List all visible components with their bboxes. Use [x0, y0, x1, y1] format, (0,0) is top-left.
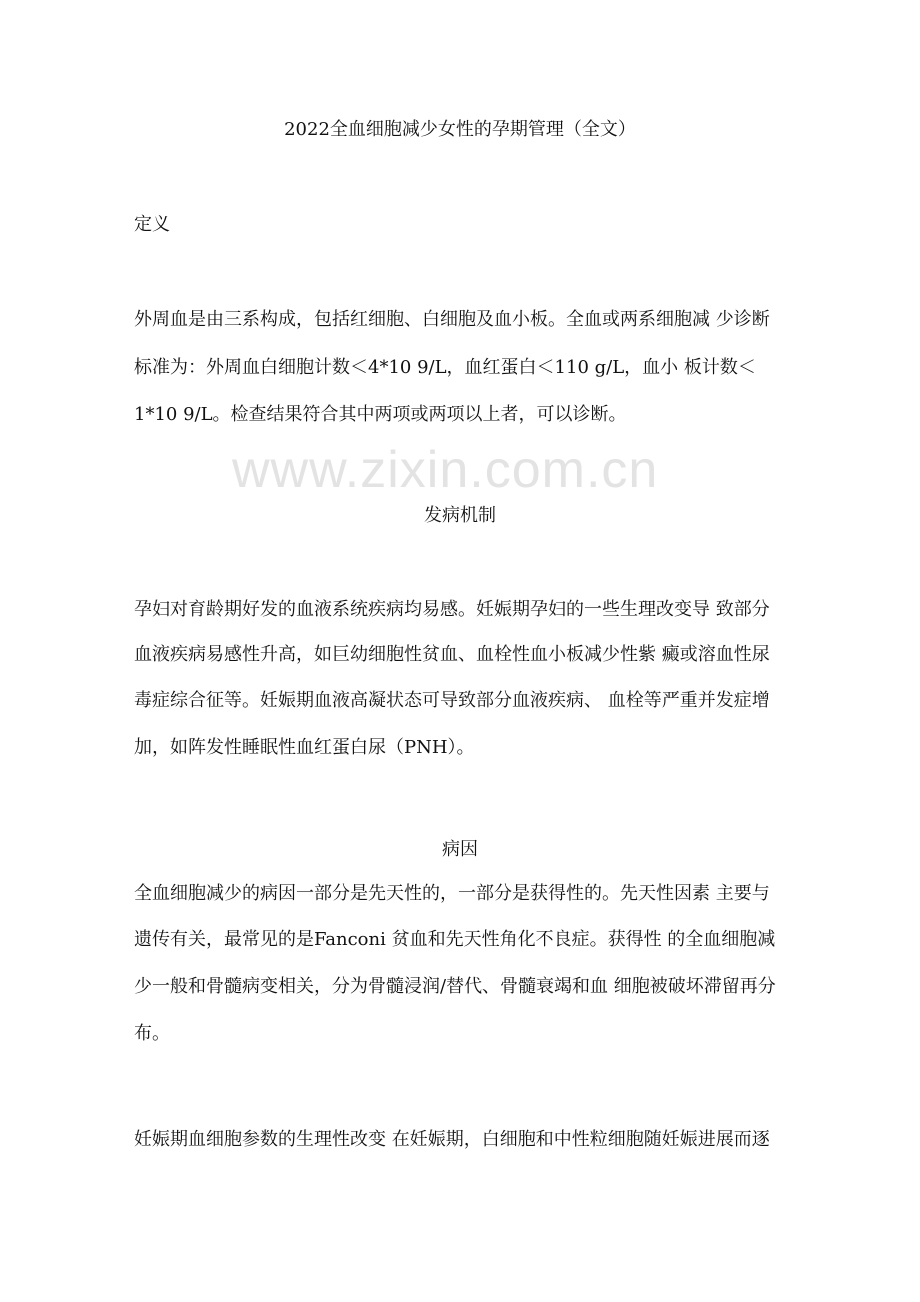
paragraph-line: 布。: [134, 1023, 170, 1044]
paragraph-line: 全血细胞减少的病因一部分是先天性的，一部分是获得性的。先天性因素 主要与: [134, 883, 770, 904]
paragraph-line: 标准为：外周血白细胞计数＜4*10 9/L，血红蛋白＜110 g/L，血小 板计数＜: [134, 357, 756, 378]
paragraph-line: 血液疾病易感性升高，如巨幼细胞性贫血、血栓性血小板减少性紫 癜或溶血性尿: [134, 644, 770, 665]
paragraph-line: 妊娠期血细胞参数的生理性改变 在妊娠期，白细胞和中性粒细胞随妊娠进展而逐: [134, 1129, 770, 1150]
paragraph-line: 毒症综合征等。妊娠期血液高凝状态可导致部分血液疾病、 血栓等严重并发症增: [134, 690, 770, 711]
paragraph-line: 遗传有关，最常见的是Fanconi 贫血和先天性角化不良症。获得性 的全血细胞减: [134, 929, 776, 950]
section-heading-pathogenesis: 发病机制: [424, 505, 496, 526]
paragraph-line: 1*10 9/L。检查结果符合其中两项或两项以上者，可以诊断。: [134, 404, 627, 425]
section-heading-etiology: 病因: [442, 839, 478, 860]
document-title: 2022全血细胞减少女性的孕期管理（全文）: [284, 119, 636, 140]
section-heading-definition: 定义: [134, 214, 170, 235]
paragraph-line: 外周血是由三系构成，包括红细胞、白细胞及血小板。全血或两系细胞减 少诊断: [134, 309, 770, 330]
paragraph-line: 少一般和骨髓病变相关，分为骨髓浸润/替代、骨髓衰竭和血 细胞被破坏滞留再分: [134, 976, 776, 997]
paragraph-line: 孕妇对育龄期好发的血液系统疾病均易感。妊娠期孕妇的一些生理改变导 致部分: [134, 599, 770, 620]
paragraph-line: 加，如阵发性睡眠性血红蛋白尿（PNH）。: [134, 737, 475, 758]
watermark: www.zixin.com.cn: [232, 441, 659, 499]
